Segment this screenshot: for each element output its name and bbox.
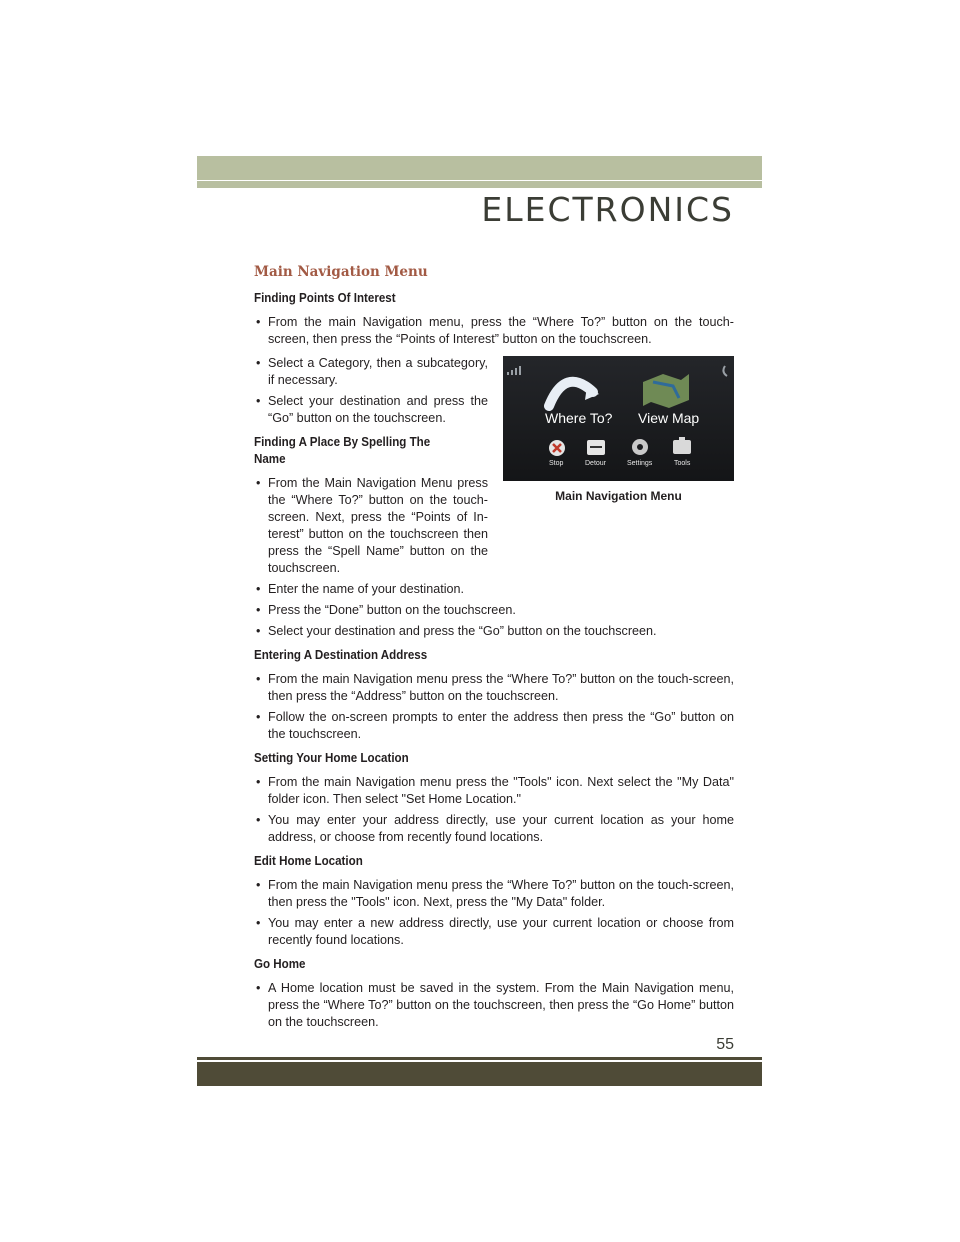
list-item: • Select a Category, then a subcategory, if necessary.: [254, 355, 488, 389]
figure-caption: Main Navigation Menu: [555, 489, 682, 503]
chapter-title: ELECTRONICS: [481, 190, 734, 229]
nav-menu-figure: [503, 356, 734, 503]
list-item: • Select your destination and press the “Go” button on the touchscreen.: [254, 393, 488, 427]
list-item: • Select your destination and press the “Go” button on the touchscreen.: [254, 623, 734, 640]
edit-list: [254, 877, 734, 949]
address-list: [254, 671, 734, 743]
header-bar: [197, 156, 762, 180]
poi-list: [254, 314, 734, 348]
list-item: • From the main Navigation menu press the "Tools" icon. Next select the "My Data" folder icon. Then select "Set Home Location.": [254, 774, 734, 808]
list-item: • You may enter your address directly, use your current location as your home address, or choose from recently found locations.: [254, 812, 734, 846]
signal-icon: [507, 366, 521, 375]
spell-heading: Finding A Place By Spelling The Name: [254, 435, 431, 466]
tools-label: Tools: [674, 460, 691, 467]
stop-icon: [549, 440, 565, 456]
list-item: • A Home location must be saved in the system. From the Main Navigation menu, press the “Where To?” button on the touchscreen, then press the “Go Home” button on the touchscreen.: [254, 980, 734, 1031]
list-item: • You may enter a new address directly, use your current location or choose from recently found locations.: [254, 915, 734, 949]
gohome-list: [254, 980, 734, 1031]
tools-icon: [673, 437, 691, 454]
home-list: [254, 774, 734, 846]
settings-label: Settings: [627, 460, 653, 467]
view-map-label: View Map: [638, 410, 700, 426]
gohome-heading: Go Home: [254, 957, 306, 971]
footer-bar: [197, 1062, 762, 1086]
home-heading: Setting Your Home Location: [254, 751, 409, 765]
list-item: • Enter the name of your destination.: [254, 581, 734, 598]
address-heading: Entering A Destination Address: [254, 648, 428, 662]
page-number: 55: [716, 1036, 734, 1053]
detour-icon: [587, 440, 605, 455]
detour-label: Detour: [585, 460, 607, 467]
nav-screen-image: [503, 356, 734, 481]
list-item: • From the main Navigation menu press the “Where To?” button on the touch-screen, then press the "Tools" icon. Next, press the "My Data" folder.: [254, 877, 734, 911]
map-icon: [643, 374, 689, 408]
nav-screen-graphics: [503, 356, 734, 481]
poi-heading: Finding Points Of Interest: [254, 291, 396, 305]
footer-rule: [197, 1057, 762, 1060]
list-item: • From the main Navigation menu, press the “Where To?” button on the touch-screen, then press the “Points of Interest” button on the touchscreen.: [254, 314, 734, 348]
section-title: Main Navigation Menu: [254, 264, 428, 280]
stop-label: Stop: [549, 460, 564, 467]
edit-heading: Edit Home Location: [254, 854, 363, 868]
list-item: • From the main Navigation menu press the “Where To?” button on the touch-screen, then press the “Address” button on the touchscreen.: [254, 671, 734, 705]
list-item: • Follow the on-screen prompts to enter the address then press the “Go” button on the touchscreen.: [254, 709, 734, 743]
list-item-text: • From the Main Navigation Menu press the “Where To?” button on the touch-screen. Next, press the “Points of In-terest” button on the touchscreen then press the “Spell Name” button on the touchscreen.: [268, 476, 488, 575]
settings-gear-icon: [632, 439, 648, 455]
phone-icon: [723, 366, 727, 376]
where-to-label: Where To?: [545, 410, 613, 426]
header-rule: [197, 181, 762, 188]
list-item: • Press the “Done” button on the touchscreen.: [254, 602, 734, 619]
